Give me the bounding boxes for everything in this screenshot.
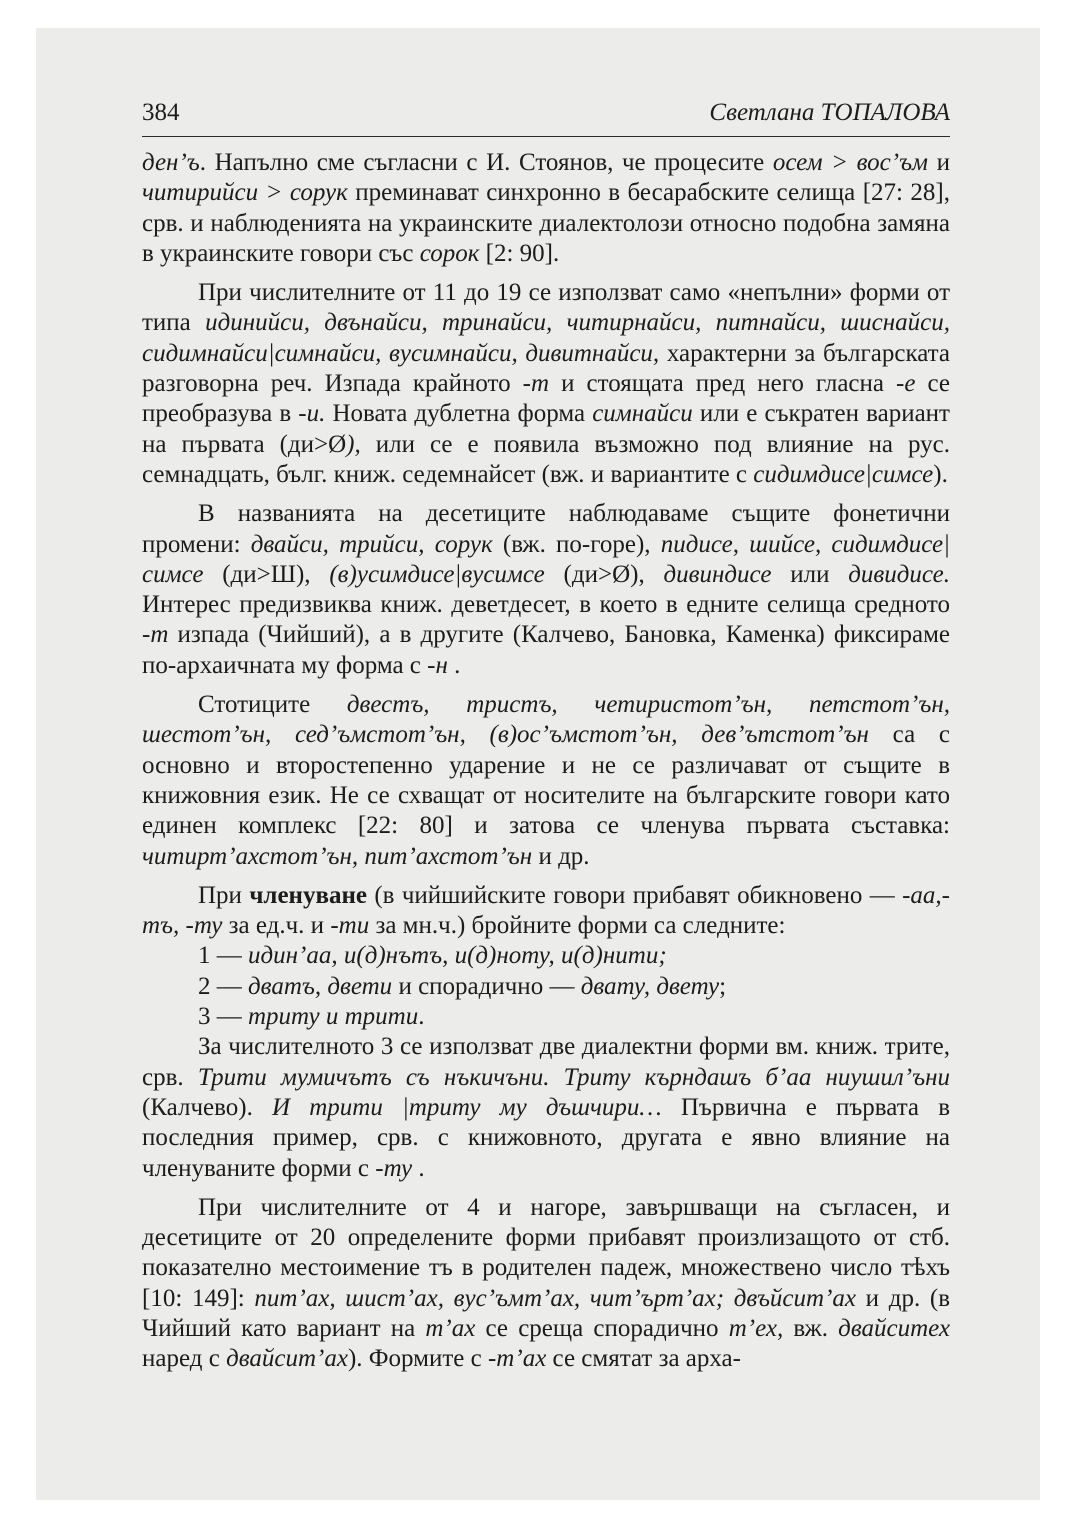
text-run: Първична е първата в последния пример, срв. с книжовното, другата е явно влияние на членуваните форми с bbox=[142, 1093, 951, 1182]
italic-form: двайсит’ах bbox=[226, 1345, 348, 1373]
italic-form: триту и трити bbox=[248, 1003, 419, 1031]
text-run: При числителните от 4 и нагоре, завършващи на съгласен, и десетиците от 20 определените форми прибавят произлизащото от стб. показателно местоимение тъ в родителен падеж, множествено число тѣхъ [10: 149]: bbox=[142, 1193, 950, 1312]
text-run: Новата дублетна форма bbox=[325, 400, 593, 428]
paragraph-teens bbox=[142, 278, 950, 490]
italic-form: двайситех bbox=[838, 1314, 951, 1342]
text-run: за ед.ч. и bbox=[222, 912, 331, 940]
bold-term: членуване bbox=[249, 881, 367, 909]
text-run: или bbox=[771, 560, 849, 588]
text-run: и спорадично — bbox=[392, 972, 581, 1000]
text-run: При bbox=[198, 881, 250, 909]
italic-form: т’ех, bbox=[728, 1314, 784, 1342]
italic-form: двестъ, тристъ, четиристот’ън, петстот’ън, шестот’ън, сед’ъмстот’ън, (в)ос’ъмстот’ън, дев’ътстот’ън bbox=[142, 691, 950, 749]
running-head-author: Светлана ТОПАЛОВА bbox=[709, 99, 950, 126]
italic-form: дватъ, двети bbox=[248, 972, 393, 1000]
italic-form: пит’ах, шист’ах, вус’ъмт’ах, чит’ърт’ах; двъйсит’ах bbox=[254, 1284, 856, 1312]
italic-form: двату, двету bbox=[580, 972, 720, 1000]
italic-form: пидисе, шийсе, сидимдисе|симсе bbox=[142, 530, 950, 588]
text-run: са с основно и второстепенно ударение и не се различават от същите в книжовния език. Не се схващат от носителите на българските говори като единен комплекс [22: 80] и затова се членува първата съставка: bbox=[142, 721, 950, 840]
running-header bbox=[142, 98, 950, 128]
text-run: Интерес предизвиква книж. деветдесет, в което в едните селища средното bbox=[142, 591, 950, 619]
paragraph-tens bbox=[142, 499, 950, 681]
text-run: ). Формите с bbox=[347, 1345, 488, 1373]
text-run: се преобразува в bbox=[142, 370, 950, 428]
italic-form: сидимдисе|симсе bbox=[753, 460, 934, 488]
italic-form: двайси, трийси, сорук bbox=[250, 530, 493, 558]
list-item-two bbox=[142, 972, 950, 1002]
italic-form: -е bbox=[896, 370, 916, 398]
text-run: или е съкратен вариант на първата (ди>Ø bbox=[142, 400, 950, 458]
header-rule bbox=[142, 136, 950, 137]
text-run: (ди>Ø), bbox=[544, 560, 664, 588]
italic-form: сорок bbox=[419, 239, 480, 267]
paragraph-four-and-up bbox=[142, 1193, 950, 1375]
text-run: 3 — bbox=[198, 1003, 248, 1031]
text-run: . Напълно сме съгласни с И. Стоянов, че процесите bbox=[199, 149, 773, 176]
text-run: и bbox=[928, 149, 950, 176]
text-run: се среща спорадично bbox=[475, 1314, 729, 1342]
text-run: вж. bbox=[783, 1314, 839, 1342]
list-item-one bbox=[142, 941, 950, 971]
italic-form: читирийси > сорук bbox=[142, 179, 348, 207]
paragraph-article-forms bbox=[142, 881, 950, 942]
text-run: характерни за българската разговорна реч. Изпада крайното bbox=[142, 339, 951, 398]
text-run: (ди>Ш), bbox=[203, 560, 330, 588]
italic-form: -н bbox=[427, 651, 448, 679]
italic-form: дивидисе. bbox=[848, 560, 951, 588]
italic-form: И трити |триту му дъшчири… bbox=[272, 1093, 662, 1121]
page-number: 384 bbox=[142, 99, 180, 126]
text-run: 1 — bbox=[198, 942, 248, 970]
text-run: и др. bbox=[532, 842, 590, 870]
text-run: наред с bbox=[142, 1345, 227, 1373]
text-run: или се е появила възможно под влияние на рус. семнадцать, бълг. книж. седемнайсет (вж. и вариантите с bbox=[142, 430, 950, 488]
italic-form: дивиндисе bbox=[663, 560, 772, 588]
article-body bbox=[142, 148, 950, 1375]
paragraph-continuation bbox=[142, 148, 950, 269]
list-item-three bbox=[142, 1002, 950, 1032]
text-run: и стоящата пред него гласна bbox=[549, 370, 897, 398]
italic-form: -т bbox=[522, 370, 550, 398]
italic-form: симнайси bbox=[592, 400, 693, 428]
text-run: За числителното 3 се използват две диалектни форми вм. книж. трите, срв. bbox=[142, 1033, 950, 1091]
text-run: [2: 90]. bbox=[479, 239, 560, 267]
text-run: се смятат за арха- bbox=[546, 1345, 741, 1373]
italic-form: -и. bbox=[298, 400, 326, 428]
italic-form: -т bbox=[142, 621, 169, 649]
italic-form: -ти bbox=[330, 912, 370, 940]
text-run: за мн.ч.) бройните форми са следните: bbox=[369, 912, 786, 940]
italic-form: читирт’ахстот’ън, пит’ахстот’ън bbox=[142, 842, 533, 870]
italic-form: -ту bbox=[375, 1154, 413, 1182]
text-run: 2 — bbox=[198, 972, 248, 1000]
text-run: и др. (в Чийший като вариант на bbox=[142, 1284, 950, 1342]
text-run: При числителните от 11 до 19 се използват само «непълни» форми от типа bbox=[142, 279, 950, 337]
text-run: (вж. по-горе), bbox=[492, 530, 661, 558]
text-run: (Калчево). bbox=[142, 1093, 273, 1121]
italic-form: ден’ъ bbox=[142, 149, 200, 176]
text-run: ). bbox=[933, 460, 948, 488]
text-run: Стотиците bbox=[198, 691, 347, 719]
paragraph-hundreds bbox=[142, 690, 950, 872]
italic-form: идин’аа, и(д)нътъ, и(д)ноту, и(д)нити; bbox=[248, 942, 667, 970]
italic-form: осем > вос’ъм bbox=[772, 149, 928, 176]
italic-form: (в)усимдисе|вусимсе bbox=[329, 560, 545, 588]
italic-form: идинийси, двънайси, тринайси, читирнайси, питнайси, шиснайси, сидимнайси|симнайси, вусимнайси, дивитнайси, bbox=[142, 309, 950, 367]
text-run: . bbox=[418, 1003, 425, 1031]
text-run: . bbox=[412, 1154, 425, 1182]
text-run: преминават синхронно в бесарабските селища [27: 28], срв. и наблюденията на украинските диалектолози относно подобна замяна в украинските говори със bbox=[142, 179, 950, 267]
italic-form: т’ах bbox=[425, 1314, 476, 1342]
paragraph-three bbox=[142, 1032, 950, 1183]
text-run: изпада (Чийший), а в другите (Калчево, Бановка, Каменка) фиксираме по-архаичната му форма с bbox=[142, 621, 950, 679]
italic-form: -аа,-тъ, -ту bbox=[142, 881, 950, 940]
italic-form: ), bbox=[346, 430, 361, 458]
text-run: . bbox=[447, 651, 461, 679]
text-run: В названията на десетиците наблюдаваме същите фонетични промени: bbox=[142, 500, 950, 558]
italic-form: -т’ах bbox=[487, 1345, 547, 1373]
text-run: (в чийшийските говори прибавят обикновено — bbox=[366, 881, 903, 909]
italic-form: Трити мумичътъ съ нъкичъни. Триту кърндашъ б’аа ниушил’ъни bbox=[197, 1063, 950, 1091]
text-run: ; bbox=[719, 972, 727, 1000]
